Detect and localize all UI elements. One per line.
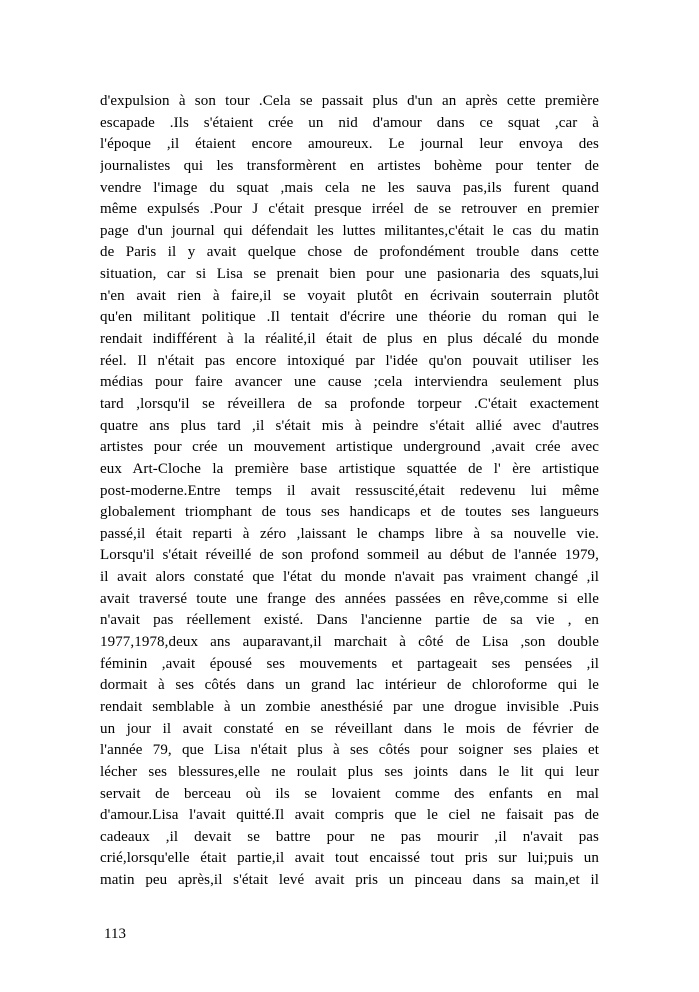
text-line: artistes pour crée un mouvement artistique underground ,avait crée avec	[100, 439, 599, 456]
text-line: post-moderne.Entre temps il avait ressuscité,était redevenu lui même	[100, 482, 599, 499]
text-line: eux Art-Cloche la première base artistique squattée de l' ère artistique	[100, 460, 599, 477]
text-line: médias pour faire avancer une cause ;cela interviendra seulement plus	[100, 374, 599, 391]
text-line: crié,lorsqu'elle était partie,il avait tout encaissé tout pris sur lui;puis un	[100, 850, 599, 867]
text-line: lécher ses blessures,elle ne roulait plus ses joints dans le lit qui leur	[100, 763, 599, 780]
text-line: réel. Il n'était pas encore intoxiqué par l'idée qu'on pouvait utiliser les	[100, 352, 599, 369]
page-text	[100, 91, 599, 892]
text-line: page d'un journal qui défendait les luttes militantes,c'était le cas du matin	[100, 222, 599, 239]
text-line: féminin ,avait épousé ses mouvements et partageait ses pensées ,il	[100, 655, 599, 672]
text-line: il avait alors constaté que l'état du monde n'avait pas vraiment changé ,il	[100, 569, 599, 586]
text-line: n'en avait rien à faire,il se voyait plutôt en écrivain souterrain plutôt	[100, 287, 599, 304]
page-number: 113	[104, 926, 126, 942]
text-line: Lorsqu'il s'était réveillé de son profond sommeil au début de l'année 1979,	[100, 547, 599, 564]
text-line: qu'en militant politique .Il tentait d'écrire une théorie du roman qui le	[100, 309, 599, 326]
text-line: d'amour.Lisa l'avait quitté.Il avait compris que le ciel ne faisait pas de	[100, 807, 599, 824]
text-line: un jour il avait constaté en se réveillant dans le mois de février de	[100, 720, 599, 737]
text-line: matin peu après,il s'était levé avait pris un pinceau dans sa main,et il	[100, 872, 599, 889]
text-line: servait de berceau où ils se lovaient comme des enfants en mal	[100, 785, 599, 802]
text-line: 1977,1978,deux ans auparavant,il marchait à côté de Lisa ,son double	[100, 634, 599, 651]
text-line: l'année 79, que Lisa n'était plus à ses côtés pour soigner ses plaies et	[100, 742, 599, 759]
text-line: passé,il était reparti à zéro ,laissant le champs libre à sa nouvelle vie.	[100, 525, 599, 542]
text-line: cadeaux ,il devait se battre pour ne pas mourir ,il n'avait pas	[100, 828, 599, 845]
text-line: d'expulsion à son tour .Cela se passait plus d'un an après cette première	[100, 93, 599, 109]
text-line: n'avait pas réellement existé. Dans l'ancienne partie de sa vie , en	[100, 612, 599, 629]
text-line: journalistes qui les transformèrent en artistes bohème pour tenter de	[100, 157, 599, 174]
text-line: globalement triomphant de tous ses handicaps et de toutes ses langueurs	[100, 504, 599, 521]
text-line: tard ,lorsqu'il se réveillera de sa profonde torpeur .C'était exactement	[100, 395, 599, 412]
text-line: situation, car si Lisa se prenait bien pour une pasionaria des squats,lui	[100, 266, 599, 283]
text-line: l'époque ,il étaient encore amoureux. Le journal leur envoya des	[100, 136, 599, 153]
text-line: avait traversé toute une frange des années passées en rêve,comme si elle	[100, 590, 599, 607]
text-line: rendait indifférent à la réalité,il était de plus en plus décalé du monde	[100, 331, 599, 348]
text-line: dormait à ses côtés dans un grand lac intérieur de chloroforme qui le	[100, 677, 599, 694]
text-line: même expulsés .Pour J c'était presque irréel de se retrouver en premier	[100, 201, 599, 218]
text-line: de Paris il y avait quelque chose de profondément trouble dans cette	[100, 244, 599, 261]
text-line: escapade .Ils s'étaient crée un nid d'amour dans ce squat ,car à	[100, 114, 599, 131]
text-line: quatre ans plus tard ,il s'était mis à peindre s'était allié avec d'autres	[100, 417, 599, 434]
text-line: vendre l'image du squat ,mais cela ne les sauva pas,ils furent quand	[100, 179, 599, 196]
text-line: rendait semblable à un zombie anesthésié par une drogue invisible .Puis	[100, 698, 599, 715]
